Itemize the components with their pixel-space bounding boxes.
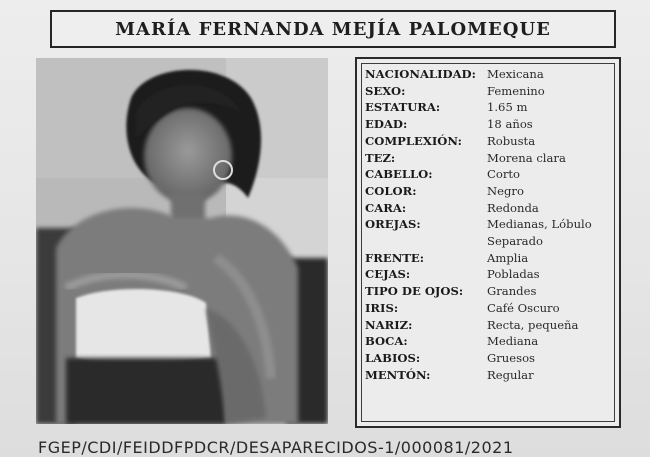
detail-row <box>365 99 615 116</box>
detail-value: Medianas, Lóbulo Separado <box>487 217 592 249</box>
detail-label: CARA: <box>365 200 407 215</box>
detail-row <box>365 116 615 133</box>
detail-label: TIPO DE OJOS: <box>365 284 464 299</box>
detail-value: Mediana <box>487 334 539 349</box>
detail-label: ESTATURA: <box>365 100 441 115</box>
detail-row <box>365 333 615 350</box>
detail-label: EDAD: <box>365 117 408 132</box>
detail-label: COLOR: <box>365 183 417 198</box>
detail-label: LABIOS: <box>365 350 421 365</box>
detail-label: CEJAS: <box>365 267 411 282</box>
detail-label: NACIONALIDAD: <box>365 67 476 81</box>
person-name: MARÍA FERNANDA MEJÍA PALOMEQUE <box>115 18 551 40</box>
detail-value: Femenino <box>487 83 545 98</box>
detail-row <box>365 216 615 249</box>
detail-row <box>365 250 615 267</box>
person-photo-image <box>36 58 328 424</box>
detail-value: Pobladas <box>487 267 540 282</box>
detail-value: Morena clara <box>487 150 566 165</box>
detail-row <box>365 283 615 300</box>
detail-row <box>365 300 615 317</box>
detail-row <box>365 350 615 367</box>
detail-value: 1.65 m <box>487 100 528 115</box>
detail-value: Café Oscuro <box>487 300 560 315</box>
detail-value: Redonda <box>487 200 539 215</box>
detail-row <box>365 317 615 334</box>
detail-value: Grandes <box>487 284 537 299</box>
detail-value: Amplia <box>487 250 529 265</box>
detail-value: Negro <box>487 183 524 198</box>
detail-label: BOCA: <box>365 334 408 349</box>
detail-label: NARIZ: <box>365 317 413 332</box>
detail-label: CABELLO: <box>365 167 433 182</box>
detail-label: FRENTE: <box>365 250 425 265</box>
detail-row <box>365 367 615 384</box>
detail-label: TEZ: <box>365 150 396 165</box>
detail-row <box>365 183 615 200</box>
detail-row <box>365 66 615 83</box>
detail-row <box>365 200 615 217</box>
detail-row <box>365 133 615 150</box>
detail-label: OREJAS: <box>365 217 421 232</box>
details-panel <box>355 57 621 428</box>
detail-label: COMPLEXIÓN: <box>365 133 462 148</box>
detail-row <box>365 266 615 283</box>
detail-value: Gruesos <box>487 350 536 365</box>
person-photo <box>36 58 328 424</box>
detail-value: Regular <box>487 367 534 382</box>
detail-value: Corto <box>487 167 521 182</box>
detail-value: Mexicana <box>487 67 544 81</box>
detail-value: Recta, pequeña <box>487 317 579 332</box>
detail-value: Robusta <box>487 133 536 148</box>
detail-row <box>365 150 615 167</box>
name-header <box>50 10 616 48</box>
detail-label: MENTÓN: <box>365 367 431 382</box>
detail-row <box>365 83 615 100</box>
detail-label: IRIS: <box>365 300 399 315</box>
case-reference: FGEP/CDI/FEIDDFPDCR/DESAPARECIDOS-1/000081/2021 <box>38 438 514 457</box>
details-list <box>365 66 615 383</box>
detail-value: 18 años <box>487 117 533 132</box>
detail-label: SEXO: <box>365 83 406 98</box>
detail-row <box>365 166 615 183</box>
